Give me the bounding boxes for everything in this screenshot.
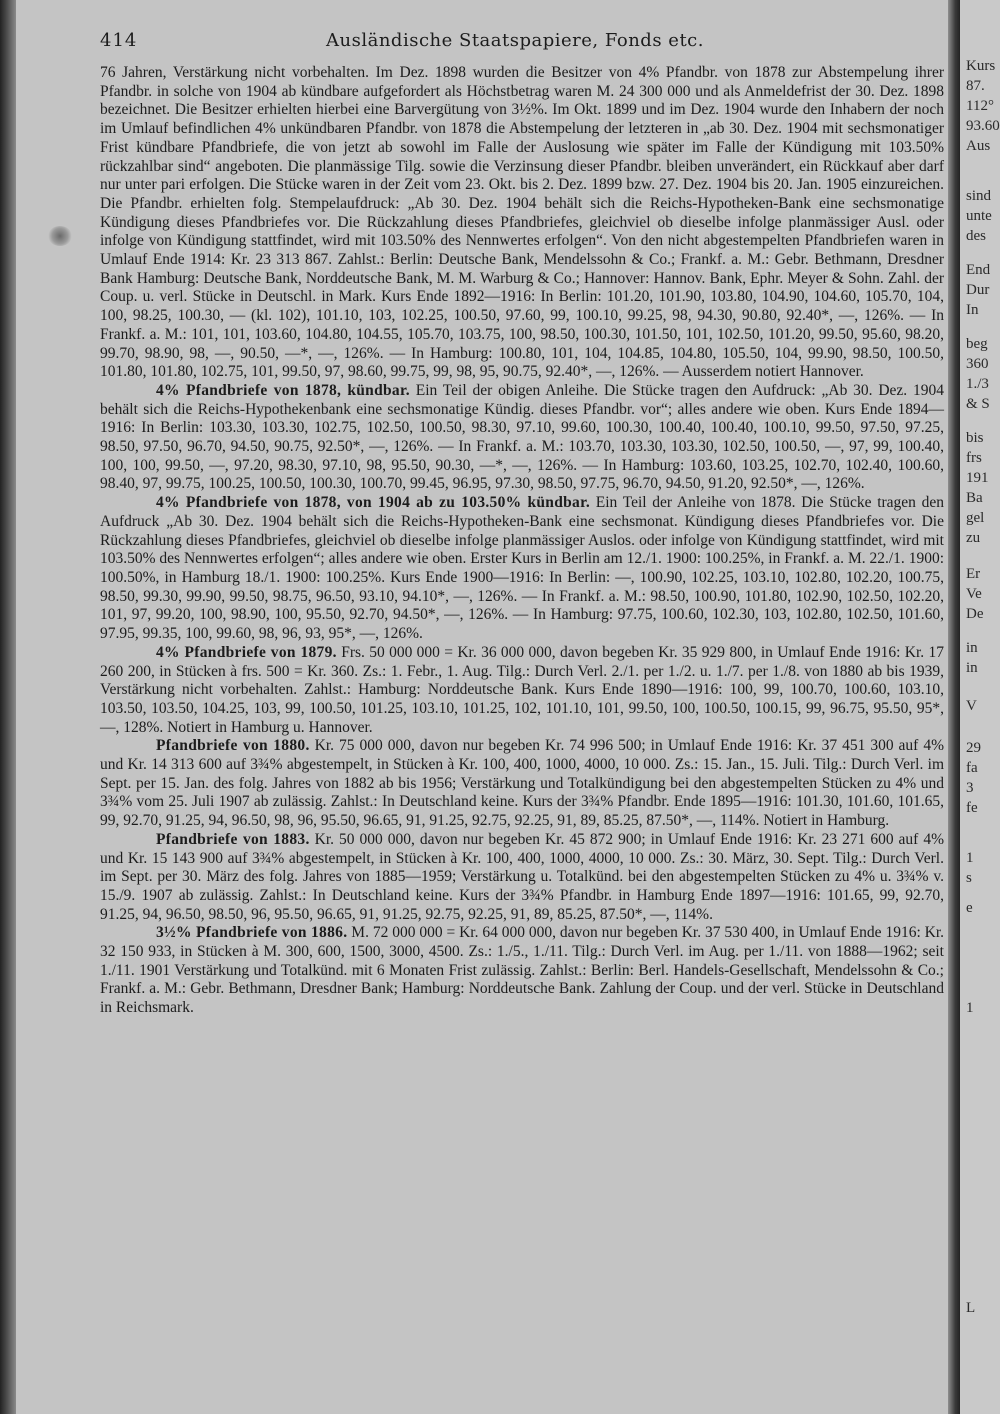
adjacent-page-fragment: In [966, 302, 979, 318]
adjacent-page-fragment: fe [966, 800, 978, 816]
page-header [100, 30, 930, 54]
adjacent-page-fragment: 1 [966, 1000, 974, 1016]
adjacent-page-fragment: 93.60 [966, 118, 1000, 134]
paragraph [100, 644, 944, 738]
adjacent-page-fragment: De [966, 606, 984, 622]
adjacent-page-fragment: 1./3 [966, 376, 989, 392]
paragraph [100, 924, 944, 1018]
adjacent-page-fragment: fa [966, 760, 978, 776]
paragraph-text: Kr. 75 000 000, davon nur begeben Kr. 74 996 500; in Umlauf Ende 1916: Kr. 37 451 300 auf 4% und Kr. 14 313 600 auf 3¾% abgestempelt, in Stücken à Kr. 100, 400, 1000, 4000, 10 000. Zs.: 15. Jan., 15. Juli. Tilg.: Durch Verl. im Sept. per 15. Jan. des folg. Jahres von 1882 ab bis 1956; Verstärkung und Totalkündigung bei den abgestempelten Stücken zu 4% und 3¾% vom 25. Juli 1907 ab zulässig. Zahlst.: In Deutschland keine. Kurs der 3¾% Pfandbr. Ende 1895—1916: 101.30, 101.60, 101.65, 99, 92.70, 91.25, 94, 96.50, 98, 96, 95.50, 96.65, 91, 91.25, 92.75, 92.25, 91, 89, 85.25, 87.50*, —, 114%. Notiert in Hamburg. [100, 737, 945, 830]
paragraph-text: 76 Jahren, Verstärkung nicht vorbehalten. Im Dez. 1898 wurden die Besitzer von 4% Pfandbr. von 1878 zur Abstempelung ihrer Pfandbr. in solche von 1904 ab kündbare aufgefordert als Höchstbetrag waren M. 24 300 000 und als Anmeldefrist der 30. Dez. 1898 bezeichnet. Die Besitzer erhielten hierbei eine Barvergütung von 3½%. Im Okt. 1899 und im Dez. 1904 wurde den Inhabern der noch im Umlauf befindlichen 4% unkündbaren Pfandbr. von 1878 die Abstempelung der letzteren in „ab 30. Dez. 1904 mit sechsmonatiger Frist kündbare Pfandbriefe, die von jetzt ab sowohl im Falle der Auslosung wie später im Falle der Kündigung mit 103.50% rückzahlbar sind“ angeboten. Die planmässige Tilg. sowie die Verzinsung dieser Pfandbr. bleiben unverändert, ein Rückkauf aber darf nur unter pari erfolgen. Die Stücke waren in der Zeit vom 23. Okt. bis 2. Dez. 1899 bzw. 27. Dez. 1904 bis 20. Jan. 1905 einzureichen. Die Pfandbr. erhielten folg. Stempelaufdruck: „Ab 30. Dez. 1904 behält sich die Reichs-Hypotheken-Bank eine sechsmonatige Kündigung dieses Pfandbriefes vor. Die Rückzahlung dieses Pfandbriefes, gleichviel ob dieselbe infolge planmässiger Ausl. oder infolge von Kündigung stattfindet, wird mit 103.50% des Nennwertes erfolgen“. Von den nicht abgestempelten Pfandbriefen waren in Umlauf Ende 1914: Kr. 23 313 867. Zahlst.: Berlin: Deutsche Bank, Mendelssohn & Co.; Frankf. a. M.: Gebr. Bethmann, Dresdner Bank Hamburg: Deutsche Bank, Norddeutsche Bank, M. M. Warburg & Co.; Hannover: Hannov. Bank, Ephr. Meyer & Sohn. Zahl. der Coup. u. verl. Stücke in Deutschl. in Mark. Kurs Ende 1892—1916: In Berlin: 101.20, 101.90, 103.80, 104.90, 104.60, 105.70, 104, 100, 98.25, 100.30, — (kl. 102), 101.10, 103, 102.25, 100.50, 97.60, 99, 100.10, 99.25, 98, 94.30, 90.80, 92.40*, —, 126%. — In Frankf. a. M.: 101, 101, 103.60, 104.80, 104.55, 105.70, 103.75, 100, 98.50, 100.30, 101.50, 101, 102.50, 101.20, 99.50, 95.60, 98.20, 99.70, 98.90, 98, —, 90.50, —*, —, 126%. — In Hamburg: 100.80, 101, 104, 104.85, 104.80, 105.50, 104, 99.90, 98.50, 100.50, 101.80, 101.80, 102.75, 101, 99.50, 97, 98.60, 99.75, 99, 98, 95, 90.75, 92.40*, —, 126%. — Ausserdem notiert Hannover. [100, 64, 944, 381]
section-heading: 4% Pfandbriefe von 1878, von 1904 ab zu 103.50% kündbar. [156, 494, 591, 512]
adjacent-page-fragment: End [966, 262, 991, 278]
adjacent-page-fragment: bis [966, 430, 984, 446]
paragraph [100, 382, 944, 494]
adjacent-page-fragment: in [966, 640, 978, 656]
paragraph-text: Frs. 50 000 000 = Kr. 36 000 000, davon begeben Kr. 35 929 800, in Umlauf Ende 1916: Kr. 17 260 200, in Stücken à frs. 500 = Kr. 360. Zs.: 1. Febr., 1. Aug. Tilg.: Durch Verl. 2./1. per 1./2. u. 1./7. per 1./8. von 1880 ab bis 1939, Verstärkung nicht vorbehalten. Zahlst.: Hamburg: Norddeutsche Bank. Kurs Ende 1890—1916: 100, 99, 100.70, 100.60, 103.10, 103.50, 103.50, 104.25, 103, 99, 100.50, 101.25, 103.10, 101.25, 102, 101.10, 101, 99.50, 100, 100.50, 100.15, 99, 96.75, 95.50, 95*, —, 128%. Notiert in Hamburg u. Hannover. [100, 643, 945, 736]
paragraph [100, 494, 944, 644]
paragraph-text: Ein Teil der Anleihe von 1878. Die Stücke tragen den Aufdruck „Ab 30. Dez. 1904 behält sich die Reichs-Hypotheken-Bank eine sechsmonat. Kündigung dieses Pfandbriefes vor. Die Rückzahlung dieses Pfandbriefes, gleichviel ob dieselbe infolge planmässiger Auslos. oder infolge von Kündigung stattfindet, wird mit 103.50% des Nennwertes erfolgen“; alles andere wie oben. Erster Kurs in Berlin am 12./1. 1900: 100.25%, in Frankf. a. M. 22./1. 1900: 100.50%, in Hamburg 18./1. 1900: 100.25%. Kurs Ende 1900—1916: In Berlin: —, 100.90, 102.25, 103.10, 102.80, 102.20, 100.75, 98.50, 99.30, 99.90, 99.50, 98.75, 96.50, 93.10, 94.10*, —, 126%. — In Frankf. a. M.: 98.50, 100.90, 101.80, 102.90, 102.50, 102.20, 101, 97, 99.20, 100, 98.90, 100, 95.50, 92.70, 94.50*, —, 126%. — In Hamburg: 97.75, 100.60, 102.30, 103, 102.80, 102.50, 101.60, 97.95, 99.35, 100, 99.60, 98, 96, 93, 95*, —, 126%. [100, 494, 945, 643]
adjacent-page-fragment: des [966, 228, 986, 244]
adjacent-page-fragment: 87. [966, 78, 985, 94]
body-text [100, 64, 944, 1018]
section-heading: 4% Pfandbriefe von 1879. [156, 643, 337, 661]
adjacent-page-fragment: 3 [966, 780, 974, 796]
paragraph-text: Kr. 50 000 000, davon nur begeben Kr. 45 872 900; in Umlauf Ende 1916: Kr. 23 271 600 auf 4% und Kr. 15 143 900 auf 3¾% abgestempelt, in Stücken à Kr. 100, 400, 1000, 4000, 10 000. Zs.: 30. März, 30. Sept. Tilg.: Durch Verl. im Sept. per 30. März des folg. Jahres von 1885—1959; Verstärkung u. Totalkünd. bei den abgestempelten Stücken zu 4% u. 3¾% v. 15./9. 1907 ab zulässig. Zahlst.: In Deutschland keine. Kurs der 3¾% Pfandbr. in Hamburg Ende 1897—1916: 101.65, 99, 92.70, 91.25, 94, 96.50, 98.50, 96, 95.50, 96.65, 91, 91.25, 92.75, 92.25, 91, 89, 85.25, 87.50*, —, 114%. [100, 830, 945, 923]
adjacent-page-fragment: Er [966, 566, 981, 582]
adjacent-page-fragment: V [966, 698, 977, 714]
adjacent-page-fragment: & S [966, 396, 990, 412]
running-head: Ausländische Staatspapiere, Fonds etc. [326, 30, 704, 51]
adjacent-page-fragment: s [966, 870, 972, 886]
adjacent-page-fragment: L [966, 1300, 976, 1316]
paper-stain [48, 226, 72, 246]
adjacent-page-fragment: 360 [966, 356, 989, 372]
adjacent-page-fragment: unte [966, 208, 992, 224]
adjacent-page-fragment: frs [966, 450, 982, 466]
adjacent-page-fragment: e [966, 900, 973, 916]
adjacent-page-fragment: Kurs [966, 58, 996, 74]
section-heading: Pfandbriefe von 1880. [156, 737, 310, 755]
adjacent-page-edge [960, 0, 1000, 1414]
book-gutter-shadow [948, 0, 960, 1414]
adjacent-page-fragment: 191 [966, 470, 989, 486]
section-heading: Pfandbriefe von 1883. [156, 830, 310, 848]
adjacent-page-fragment: 112° [966, 98, 994, 114]
adjacent-page-fragment: Ve [966, 586, 982, 602]
adjacent-page-fragment: in [966, 660, 978, 676]
book-spine-shadow [0, 0, 16, 1414]
page-number: 414 [100, 30, 138, 51]
adjacent-page-fragment: beg [966, 336, 988, 352]
paragraph [100, 737, 944, 831]
adjacent-page-fragment: 29 [966, 740, 981, 756]
section-heading: 4% Pfandbriefe von 1878, kündbar. [156, 381, 410, 399]
adjacent-page-fragment: zu [966, 530, 981, 546]
paragraph-text: Ein Teil der obigen Anleihe. Die Stücke tragen den Aufdruck: „Ab 30. Dez. 1904 behält sich die Reichs-Hypothekenbank eine sechsmonatige Kündig. dieses Pfandbr. vor“; alles andere wie oben. Kurs Ende 1894—1916: In Berlin: 103.30, 103.30, 102.75, 102.50, 100.50, 98.30, 97.10, 99.60, 100.30, 100.40, 100.40, 100.10, 99.50, 97.50, 97.25, 98.50, 97.50, 96.70, 94.50, 90.75, 92.50*, —, 126%. — In Frankf. a. M.: 103.70, 103.30, 103.30, 102.50, 100.50, —, 97, 99, 100.40, 100, 100, 99.50, —, 97.20, 98.30, 97.10, 98, 95.50, 90.30, —*, —, 126%. — In Hamburg: 103.60, 103.25, 102.70, 102.40, 100.60, 98.40, 97, 99.75, 100.25, 100.50, 100.30, 100.70, 99.45, 96.95, 97.30, 98.50, 97.75, 96.70, 94.50, 91.20, 92.50*, —, 126%. [100, 381, 944, 493]
adjacent-page-fragment: Aus [966, 138, 991, 154]
adjacent-page-fragment: gel [966, 510, 985, 526]
adjacent-page-fragment: Dur [966, 282, 990, 298]
adjacent-page-fragment: 1 [966, 850, 974, 866]
adjacent-page-fragment: Ba [966, 490, 983, 506]
paragraph [100, 64, 944, 382]
section-heading: 3½% Pfandbriefe von 1886. [156, 924, 348, 942]
paragraph-text: M. 72 000 000 = Kr. 64 000 000, davon nur begeben Kr. 37 530 400, in Umlauf Ende 1916: Kr. 32 150 933, in Stücken à M. 300, 600, 1500, 3000, 4500. Zs.: 1./5., 1./11. Tilg.: Durch Verl. im Aug. per 1./11. von 1888—1962; seit 1./11. 1901 Verstärkung und Totalkünd. mit 6 Monaten Frist zulässig. Zahlst.: Berlin: Berl. Handels-Gesellschaft, Mendelssohn & Co.; Frankf. a. M.: Gebr. Bethmann, Dresdner Bank; Hamburg: Norddeutsche Bank. Zahlung der Coup. und der verl. Stücke in Deutschland in Reichsmark. [100, 924, 945, 1017]
adjacent-page-fragment: sind [966, 188, 992, 204]
paragraph [100, 831, 944, 925]
